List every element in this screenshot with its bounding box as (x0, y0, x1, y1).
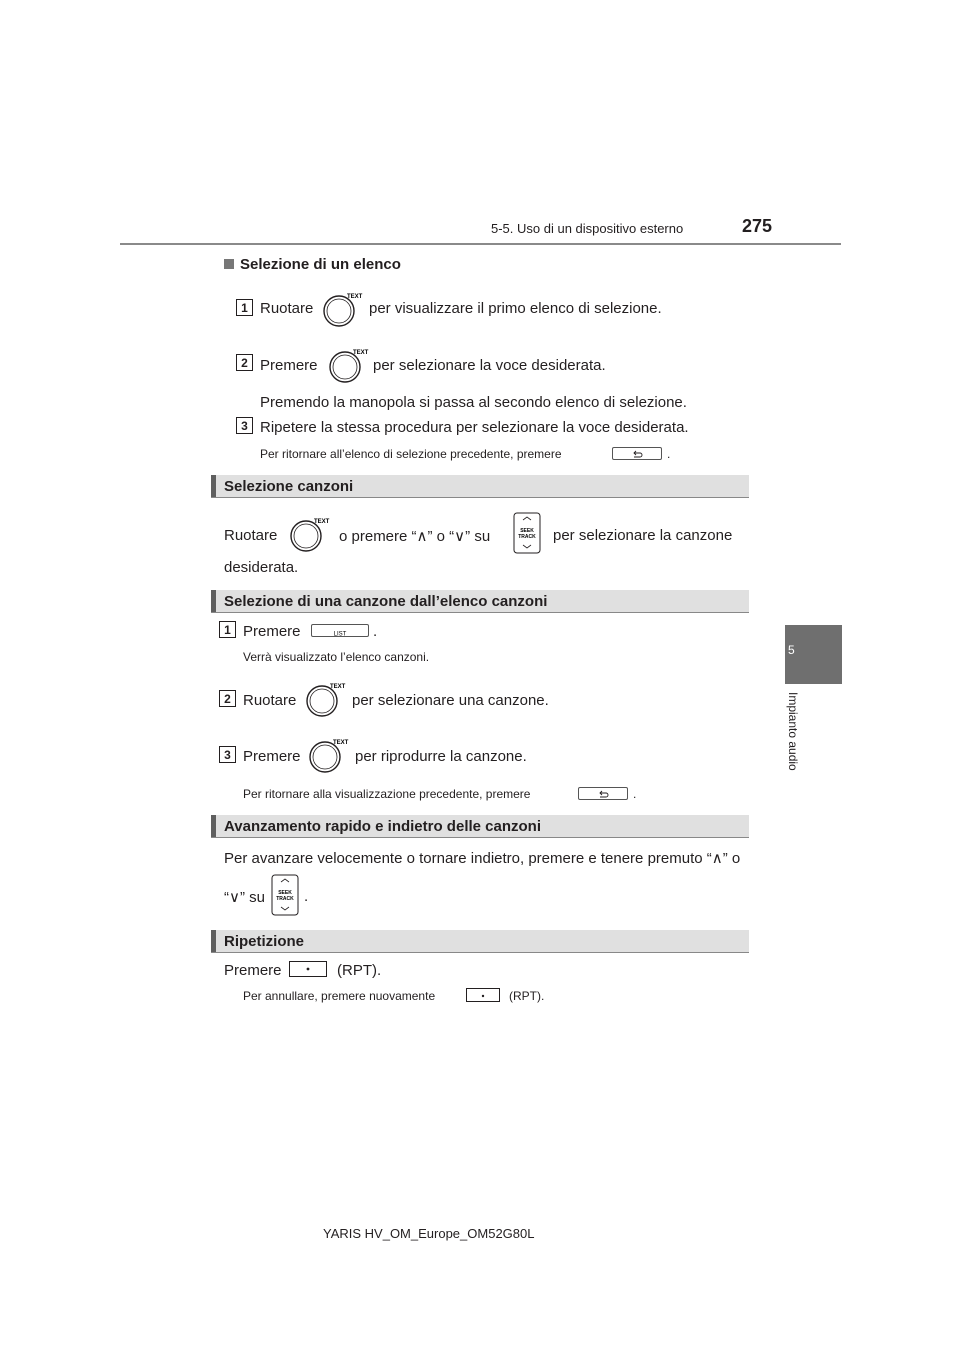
note-text: Verrà visualizzato l’elenco canzoni. (243, 650, 430, 664)
step-number: 3 (236, 417, 253, 434)
section-rule (211, 497, 749, 498)
body-text: Per avanzare velocemente o tornare indietro, premere e tenere premuto “∧” o (224, 850, 741, 867)
list-selection-title: Selezione di un elenco (224, 256, 401, 273)
section-heading: Selezione di una canzone dall’elenco canzoni (211, 590, 749, 612)
step-text: . (373, 623, 378, 640)
svg-text:TRACK: TRACK (276, 896, 294, 902)
text-knob-icon (327, 346, 369, 382)
section-rule (211, 837, 749, 838)
body-text: . (304, 888, 309, 905)
note-text: . (667, 447, 671, 461)
section-heading: Ripetizione (211, 930, 749, 952)
step-number: 3 (219, 746, 236, 763)
body-text: (RPT). (337, 962, 382, 979)
section-heading: Avanzamento rapido e indietro delle canzoni (211, 815, 749, 837)
chapter-number: 5 (788, 643, 795, 657)
svg-text:TEXT: TEXT (333, 740, 349, 746)
section-rule (211, 952, 749, 953)
step-text: per visualizzare il primo elenco di selezione. (369, 300, 662, 317)
back-button-icon (612, 447, 662, 460)
seek-track-button-icon (270, 874, 300, 921)
rpt-button-icon (466, 988, 500, 1002)
svg-text:SEEK: SEEK (520, 528, 534, 534)
text-knob-icon (307, 736, 349, 772)
header-rule (120, 243, 841, 245)
body-text: “∨” su (224, 889, 265, 906)
back-button-icon (578, 787, 628, 800)
seek-track-button-icon (512, 512, 542, 559)
note-text: (RPT). (509, 989, 545, 1003)
step-number: 2 (236, 354, 253, 371)
svg-text:LIST: LIST (333, 631, 347, 638)
body-text: o premere “∧” o “∨” su (339, 528, 491, 545)
step-text: per riprodurre la canzone. (355, 748, 527, 765)
page-number: 275 (742, 216, 773, 236)
note-text: Per ritornare alla visualizzazione precedente, premere (243, 787, 531, 801)
step-text: Premendo la manopola si passa al secondo elenco di selezione. (260, 394, 687, 411)
section-rule (211, 612, 749, 613)
svg-text:TEXT: TEXT (347, 294, 363, 300)
svg-text:TEXT: TEXT (353, 350, 369, 356)
svg-text:SEEK: SEEK (278, 890, 292, 896)
body-text: Premere (224, 962, 282, 979)
body-text: per selezionare la canzone (553, 527, 733, 544)
svg-text:TEXT: TEXT (330, 684, 346, 690)
note-text: . (633, 787, 637, 801)
square-bullet-icon (224, 259, 234, 269)
step-text: Premere (243, 748, 301, 765)
text-knob-icon (304, 680, 346, 716)
text-knob-icon (288, 515, 330, 551)
section-title: 5-5. Uso di un dispositivo esterno (491, 221, 684, 236)
step-number: 1 (219, 621, 236, 638)
step-text: Ruotare (260, 300, 314, 317)
body-text: Ruotare (224, 527, 278, 544)
step-text: Premere (243, 623, 301, 640)
chapter-label: Impianto audio (786, 692, 800, 771)
svg-text:TEXT: TEXT (314, 519, 330, 525)
note-text: Per annullare, premere nuovamente (243, 989, 436, 1003)
body-text: desiderata. (224, 559, 299, 576)
svg-text:TRACK: TRACK (518, 534, 536, 540)
step-number: 1 (236, 299, 253, 316)
footer-manual-code: YARIS HV_OM_Europe_OM52G80L (323, 1226, 535, 1241)
step-number: 2 (219, 690, 236, 707)
rpt-button-icon (289, 961, 327, 977)
step-text: Ruotare (243, 692, 297, 709)
step-text: Premere (260, 357, 318, 374)
note-text: Per ritornare all’elenco di selezione precedente, premere (260, 447, 562, 461)
step-text: Ripetere la stessa procedura per selezionare la voce desiderata. (260, 419, 689, 436)
list-button-icon (311, 624, 369, 637)
step-text: per selezionare la voce desiderata. (373, 357, 606, 374)
text-knob-icon (321, 290, 363, 326)
step-text: per selezionare una canzone. (352, 692, 549, 709)
section-heading: Selezione canzoni (211, 475, 749, 497)
